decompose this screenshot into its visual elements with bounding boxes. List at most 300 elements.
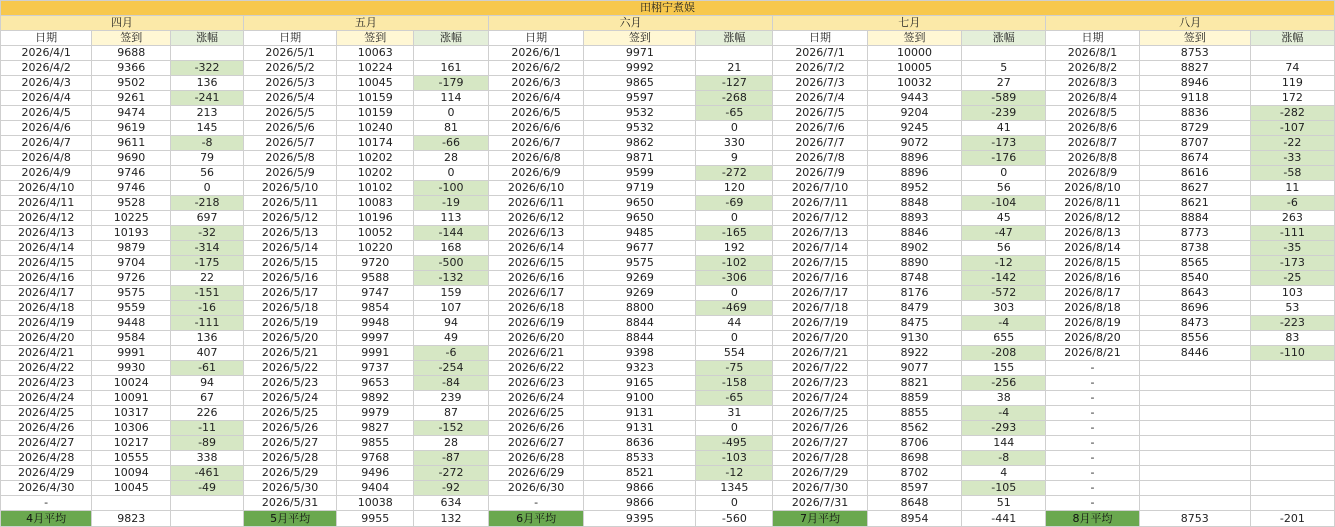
sign-cell[interactable]: 9871: [584, 151, 696, 166]
sign-cell[interactable]: 8696: [1139, 301, 1250, 316]
change-cell[interactable]: 83: [1250, 331, 1334, 346]
date-cell[interactable]: 2026/5/29: [243, 466, 336, 481]
date-cell[interactable]: -: [1046, 451, 1139, 466]
date-cell[interactable]: 2026/5/20: [243, 331, 336, 346]
change-cell[interactable]: -500: [414, 256, 489, 271]
date-cell[interactable]: 2026/5/9: [243, 166, 336, 181]
average-change[interactable]: 132: [414, 511, 489, 527]
change-cell[interactable]: 697: [171, 211, 244, 226]
change-cell[interactable]: 79: [171, 151, 244, 166]
sign-cell[interactable]: 8706: [867, 436, 961, 451]
date-cell[interactable]: 2026/5/30: [243, 481, 336, 496]
date-cell[interactable]: 2026/6/14: [488, 241, 584, 256]
change-cell[interactable]: -104: [962, 196, 1046, 211]
date-cell[interactable]: 2026/4/20: [1, 331, 92, 346]
change-cell[interactable]: 22: [171, 271, 244, 286]
sign-cell[interactable]: 9366: [92, 61, 171, 76]
change-cell[interactable]: -218: [171, 196, 244, 211]
date-cell[interactable]: 2026/8/1: [1046, 46, 1139, 61]
sign-cell[interactable]: 9653: [337, 376, 414, 391]
change-cell[interactable]: -33: [1250, 151, 1334, 166]
change-cell[interactable]: -132: [414, 271, 489, 286]
change-cell[interactable]: -25: [1250, 271, 1334, 286]
sign-cell[interactable]: 9992: [584, 61, 696, 76]
change-cell[interactable]: 94: [414, 316, 489, 331]
sign-cell[interactable]: 10032: [867, 76, 961, 91]
change-cell[interactable]: 56: [962, 241, 1046, 256]
change-cell[interactable]: -75: [696, 361, 773, 376]
date-cell[interactable]: 2026/4/3: [1, 76, 92, 91]
date-cell[interactable]: 2026/4/23: [1, 376, 92, 391]
date-cell[interactable]: 2026/8/8: [1046, 151, 1139, 166]
date-cell[interactable]: 2026/8/21: [1046, 346, 1139, 361]
date-cell[interactable]: 2026/5/10: [243, 181, 336, 196]
date-cell[interactable]: 2026/8/15: [1046, 256, 1139, 271]
sign-cell[interactable]: 8859: [867, 391, 961, 406]
date-cell[interactable]: 2026/6/29: [488, 466, 584, 481]
change-cell[interactable]: -6: [1250, 196, 1334, 211]
date-cell[interactable]: 2026/6/13: [488, 226, 584, 241]
sign-cell[interactable]: 8479: [867, 301, 961, 316]
change-cell[interactable]: [1250, 46, 1334, 61]
change-cell[interactable]: -102: [696, 256, 773, 271]
sign-cell[interactable]: 10225: [92, 211, 171, 226]
sign-cell[interactable]: 9131: [584, 406, 696, 421]
change-cell[interactable]: 0: [696, 121, 773, 136]
change-cell[interactable]: -65: [696, 391, 773, 406]
average-label[interactable]: 4月平均: [1, 511, 92, 527]
change-cell[interactable]: 136: [171, 76, 244, 91]
sign-cell[interactable]: [1139, 481, 1250, 496]
change-cell[interactable]: 0: [696, 421, 773, 436]
change-cell[interactable]: 107: [414, 301, 489, 316]
sign-cell[interactable]: 9474: [92, 106, 171, 121]
sign-cell[interactable]: 9575: [584, 256, 696, 271]
change-cell[interactable]: 81: [414, 121, 489, 136]
change-cell[interactable]: 0: [696, 286, 773, 301]
sign-cell[interactable]: 8446: [1139, 346, 1250, 361]
change-cell[interactable]: -144: [414, 226, 489, 241]
change-cell[interactable]: 44: [696, 316, 773, 331]
date-cell[interactable]: 2026/7/2: [773, 61, 867, 76]
change-cell[interactable]: -151: [171, 286, 244, 301]
change-cell[interactable]: -165: [696, 226, 773, 241]
sign-cell[interactable]: 8896: [867, 151, 961, 166]
date-cell[interactable]: -: [1, 496, 92, 511]
sign-cell[interactable]: 8176: [867, 286, 961, 301]
sign-cell[interactable]: 8844: [584, 331, 696, 346]
sign-cell[interactable]: 8643: [1139, 286, 1250, 301]
sign-cell[interactable]: [1139, 376, 1250, 391]
date-cell[interactable]: 2026/6/10: [488, 181, 584, 196]
date-cell[interactable]: 2026/4/2: [1, 61, 92, 76]
sign-cell[interactable]: [1139, 406, 1250, 421]
sign-cell[interactable]: 9746: [92, 166, 171, 181]
change-cell[interactable]: -89: [171, 436, 244, 451]
sign-cell[interactable]: 9650: [584, 196, 696, 211]
change-cell[interactable]: [1250, 376, 1334, 391]
date-cell[interactable]: 2026/4/15: [1, 256, 92, 271]
sign-cell[interactable]: 8562: [867, 421, 961, 436]
date-cell[interactable]: 2026/4/26: [1, 421, 92, 436]
change-cell[interactable]: 655: [962, 331, 1046, 346]
change-cell[interactable]: 0: [414, 106, 489, 121]
sign-cell[interactable]: 9866: [584, 496, 696, 511]
change-cell[interactable]: -111: [1250, 226, 1334, 241]
sign-cell[interactable]: 8884: [1139, 211, 1250, 226]
change-cell[interactable]: [1250, 436, 1334, 451]
date-cell[interactable]: -: [1046, 481, 1139, 496]
date-cell[interactable]: 2026/7/14: [773, 241, 867, 256]
sign-cell[interactable]: 8698: [867, 451, 961, 466]
sign-cell[interactable]: 8729: [1139, 121, 1250, 136]
change-cell[interactable]: -84: [414, 376, 489, 391]
sign-cell[interactable]: [1139, 451, 1250, 466]
date-cell[interactable]: 2026/5/12: [243, 211, 336, 226]
change-cell[interactable]: 330: [696, 136, 773, 151]
change-cell[interactable]: -22: [1250, 136, 1334, 151]
date-cell[interactable]: 2026/6/17: [488, 286, 584, 301]
date-cell[interactable]: 2026/4/30: [1, 481, 92, 496]
date-cell[interactable]: 2026/8/6: [1046, 121, 1139, 136]
sign-cell[interactable]: 8846: [867, 226, 961, 241]
change-cell[interactable]: -268: [696, 91, 773, 106]
change-cell[interactable]: 0: [696, 496, 773, 511]
change-cell[interactable]: -208: [962, 346, 1046, 361]
change-cell[interactable]: -107: [1250, 121, 1334, 136]
change-cell[interactable]: -11: [171, 421, 244, 436]
change-cell[interactable]: 0: [414, 166, 489, 181]
date-cell[interactable]: 2026/7/24: [773, 391, 867, 406]
sign-cell[interactable]: 8855: [867, 406, 961, 421]
date-cell[interactable]: 2026/5/31: [243, 496, 336, 511]
change-cell[interactable]: 38: [962, 391, 1046, 406]
sign-cell[interactable]: 10045: [337, 76, 414, 91]
sheet-title[interactable]: 田栩宁煮娱: [1, 1, 1335, 16]
date-cell[interactable]: 2026/8/9: [1046, 166, 1139, 181]
change-cell[interactable]: -469: [696, 301, 773, 316]
date-cell[interactable]: 2026/7/15: [773, 256, 867, 271]
sign-cell[interactable]: 8738: [1139, 241, 1250, 256]
sign-cell[interactable]: 8848: [867, 196, 961, 211]
change-header[interactable]: 涨幅: [414, 31, 489, 46]
change-cell[interactable]: -105: [962, 481, 1046, 496]
date-cell[interactable]: 2026/7/27: [773, 436, 867, 451]
change-cell[interactable]: [962, 46, 1046, 61]
change-cell[interactable]: -12: [696, 466, 773, 481]
change-cell[interactable]: 113: [414, 211, 489, 226]
sign-cell[interactable]: 8533: [584, 451, 696, 466]
date-cell[interactable]: 2026/7/29: [773, 466, 867, 481]
sign-cell[interactable]: 10224: [337, 61, 414, 76]
sign-cell[interactable]: 8674: [1139, 151, 1250, 166]
date-cell[interactable]: 2026/4/29: [1, 466, 92, 481]
sign-cell[interactable]: 9559: [92, 301, 171, 316]
date-cell[interactable]: 2026/7/30: [773, 481, 867, 496]
sign-cell[interactable]: 9599: [584, 166, 696, 181]
change-cell[interactable]: -142: [962, 271, 1046, 286]
date-cell[interactable]: 2026/5/6: [243, 121, 336, 136]
sign-cell[interactable]: 8616: [1139, 166, 1250, 181]
date-cell[interactable]: 2026/6/16: [488, 271, 584, 286]
change-cell[interactable]: -322: [171, 61, 244, 76]
sign-cell[interactable]: 10159: [337, 106, 414, 121]
date-cell[interactable]: 2026/6/2: [488, 61, 584, 76]
change-cell[interactable]: 0: [696, 331, 773, 346]
change-cell[interactable]: -272: [414, 466, 489, 481]
change-cell[interactable]: -92: [414, 481, 489, 496]
date-cell[interactable]: 2026/8/5: [1046, 106, 1139, 121]
change-cell[interactable]: 119: [1250, 76, 1334, 91]
date-cell[interactable]: 2026/6/18: [488, 301, 584, 316]
change-cell[interactable]: 226: [171, 406, 244, 421]
date-cell[interactable]: 2026/8/11: [1046, 196, 1139, 211]
sign-cell[interactable]: 9532: [584, 106, 696, 121]
sign-cell[interactable]: 9690: [92, 151, 171, 166]
sign-cell[interactable]: 8556: [1139, 331, 1250, 346]
change-cell[interactable]: 120: [696, 181, 773, 196]
sign-cell[interactable]: 9879: [92, 241, 171, 256]
date-cell[interactable]: 2026/6/15: [488, 256, 584, 271]
change-cell[interactable]: 303: [962, 301, 1046, 316]
date-cell[interactable]: 2026/6/26: [488, 421, 584, 436]
sign-cell[interactable]: 9269: [584, 271, 696, 286]
sign-cell[interactable]: 10052: [337, 226, 414, 241]
date-cell[interactable]: 2026/6/21: [488, 346, 584, 361]
date-cell[interactable]: 2026/4/25: [1, 406, 92, 421]
date-cell[interactable]: 2026/5/26: [243, 421, 336, 436]
date-cell[interactable]: 2026/5/13: [243, 226, 336, 241]
date-cell[interactable]: 2026/7/28: [773, 451, 867, 466]
date-cell[interactable]: 2026/7/7: [773, 136, 867, 151]
sign-cell[interactable]: 9443: [867, 91, 961, 106]
date-cell[interactable]: 2026/4/19: [1, 316, 92, 331]
average-change[interactable]: [171, 511, 244, 527]
date-cell[interactable]: 2026/7/1: [773, 46, 867, 61]
sign-cell[interactable]: 9979: [337, 406, 414, 421]
change-cell[interactable]: [1250, 421, 1334, 436]
sign-cell[interactable]: 10174: [337, 136, 414, 151]
sign-cell[interactable]: 8836: [1139, 106, 1250, 121]
change-cell[interactable]: 21: [696, 61, 773, 76]
sign-cell[interactable]: 9747: [337, 286, 414, 301]
sign-cell[interactable]: 9997: [337, 331, 414, 346]
sign-cell[interactable]: 9746: [92, 181, 171, 196]
sign-cell[interactable]: [92, 496, 171, 511]
average-label[interactable]: 7月平均: [773, 511, 867, 527]
date-cell[interactable]: 2026/5/19: [243, 316, 336, 331]
average-sign[interactable]: 8753: [1139, 511, 1250, 527]
date-cell[interactable]: 2026/4/27: [1, 436, 92, 451]
sign-cell[interactable]: 9584: [92, 331, 171, 346]
date-cell[interactable]: 2026/7/12: [773, 211, 867, 226]
date-cell[interactable]: 2026/5/11: [243, 196, 336, 211]
date-cell[interactable]: 2026/4/22: [1, 361, 92, 376]
date-cell[interactable]: 2026/7/10: [773, 181, 867, 196]
date-cell[interactable]: -: [1046, 466, 1139, 481]
sign-cell[interactable]: 10159: [337, 91, 414, 106]
sign-cell[interactable]: 10094: [92, 466, 171, 481]
sign-cell[interactable]: 10045: [92, 481, 171, 496]
change-cell[interactable]: -589: [962, 91, 1046, 106]
sign-header[interactable]: 签到: [92, 31, 171, 46]
change-cell[interactable]: 239: [414, 391, 489, 406]
date-cell[interactable]: 2026/8/3: [1046, 76, 1139, 91]
sign-cell[interactable]: 8753: [1139, 46, 1250, 61]
date-cell[interactable]: 2026/5/27: [243, 436, 336, 451]
date-cell[interactable]: 2026/8/16: [1046, 271, 1139, 286]
date-cell[interactable]: 2026/5/24: [243, 391, 336, 406]
sign-cell[interactable]: 10306: [92, 421, 171, 436]
date-cell[interactable]: 2026/4/9: [1, 166, 92, 181]
date-cell[interactable]: 2026/4/5: [1, 106, 92, 121]
sign-cell[interactable]: 9737: [337, 361, 414, 376]
change-cell[interactable]: 168: [414, 241, 489, 256]
date-header[interactable]: 日期: [1, 31, 92, 46]
date-cell[interactable]: 2026/4/7: [1, 136, 92, 151]
date-cell[interactable]: 2026/5/16: [243, 271, 336, 286]
date-cell[interactable]: 2026/6/5: [488, 106, 584, 121]
date-cell[interactable]: 2026/8/7: [1046, 136, 1139, 151]
change-cell[interactable]: 145: [171, 121, 244, 136]
date-cell[interactable]: 2026/7/25: [773, 406, 867, 421]
sign-cell[interactable]: 8896: [867, 166, 961, 181]
change-cell[interactable]: -4: [962, 316, 1046, 331]
date-header[interactable]: 日期: [773, 31, 867, 46]
date-cell[interactable]: 2026/6/22: [488, 361, 584, 376]
sign-header[interactable]: 签到: [1139, 31, 1250, 46]
change-cell[interactable]: -19: [414, 196, 489, 211]
date-cell[interactable]: 2026/7/20: [773, 331, 867, 346]
sign-cell[interactable]: 8946: [1139, 76, 1250, 91]
date-cell[interactable]: 2026/7/31: [773, 496, 867, 511]
month-header[interactable]: 五月: [243, 16, 488, 31]
date-cell[interactable]: -: [1046, 436, 1139, 451]
sign-header[interactable]: 签到: [337, 31, 414, 46]
change-cell[interactable]: -158: [696, 376, 773, 391]
sign-cell[interactable]: 8540: [1139, 271, 1250, 286]
date-cell[interactable]: 2026/7/5: [773, 106, 867, 121]
date-cell[interactable]: 2026/6/12: [488, 211, 584, 226]
change-cell[interactable]: -66: [414, 136, 489, 151]
change-cell[interactable]: 11: [1250, 181, 1334, 196]
sign-cell[interactable]: 9854: [337, 301, 414, 316]
sign-cell[interactable]: 10038: [337, 496, 414, 511]
change-cell[interactable]: -306: [696, 271, 773, 286]
sign-cell[interactable]: 9532: [584, 121, 696, 136]
change-header[interactable]: 涨幅: [696, 31, 773, 46]
sign-cell[interactable]: 9575: [92, 286, 171, 301]
date-cell[interactable]: -: [1046, 391, 1139, 406]
sign-cell[interactable]: 8827: [1139, 61, 1250, 76]
sign-cell[interactable]: 9245: [867, 121, 961, 136]
change-cell[interactable]: -173: [962, 136, 1046, 151]
change-cell[interactable]: -495: [696, 436, 773, 451]
change-cell[interactable]: 94: [171, 376, 244, 391]
change-cell[interactable]: 28: [414, 151, 489, 166]
change-cell[interactable]: 136: [171, 331, 244, 346]
sign-cell[interactable]: 10005: [867, 61, 961, 76]
change-cell[interactable]: -314: [171, 241, 244, 256]
date-cell[interactable]: -: [1046, 496, 1139, 511]
sign-cell[interactable]: 9496: [337, 466, 414, 481]
change-cell[interactable]: -100: [414, 181, 489, 196]
change-cell[interactable]: 155: [962, 361, 1046, 376]
sign-cell[interactable]: 10220: [337, 241, 414, 256]
average-label[interactable]: 8月平均: [1046, 511, 1139, 527]
change-cell[interactable]: 634: [414, 496, 489, 511]
date-cell[interactable]: 2026/8/12: [1046, 211, 1139, 226]
date-cell[interactable]: 2026/7/18: [773, 301, 867, 316]
change-cell[interactable]: [1250, 496, 1334, 511]
sign-cell[interactable]: 10024: [92, 376, 171, 391]
date-cell[interactable]: 2026/7/9: [773, 166, 867, 181]
change-cell[interactable]: -254: [414, 361, 489, 376]
date-cell[interactable]: 2026/6/24: [488, 391, 584, 406]
sign-cell[interactable]: 9100: [584, 391, 696, 406]
change-cell[interactable]: 51: [962, 496, 1046, 511]
sign-cell[interactable]: 9726: [92, 271, 171, 286]
date-cell[interactable]: 2026/5/14: [243, 241, 336, 256]
change-cell[interactable]: [171, 46, 244, 61]
date-cell[interactable]: 2026/5/28: [243, 451, 336, 466]
sign-cell[interactable]: [1139, 361, 1250, 376]
change-cell[interactable]: -8: [171, 136, 244, 151]
change-cell[interactable]: 213: [171, 106, 244, 121]
sign-cell[interactable]: 8748: [867, 271, 961, 286]
sign-cell[interactable]: 8773: [1139, 226, 1250, 241]
date-cell[interactable]: 2026/6/28: [488, 451, 584, 466]
date-cell[interactable]: 2026/5/18: [243, 301, 336, 316]
sign-cell[interactable]: 10240: [337, 121, 414, 136]
sign-cell[interactable]: 10196: [337, 211, 414, 226]
sign-cell[interactable]: 8473: [1139, 316, 1250, 331]
change-cell[interactable]: 161: [414, 61, 489, 76]
date-cell[interactable]: 2026/4/13: [1, 226, 92, 241]
sign-cell[interactable]: 9448: [92, 316, 171, 331]
date-cell[interactable]: 2026/4/8: [1, 151, 92, 166]
change-cell[interactable]: -65: [696, 106, 773, 121]
sign-cell[interactable]: [1139, 421, 1250, 436]
change-cell[interactable]: [1250, 481, 1334, 496]
date-cell[interactable]: 2026/7/4: [773, 91, 867, 106]
change-cell[interactable]: [414, 46, 489, 61]
sign-cell[interactable]: 8902: [867, 241, 961, 256]
date-cell[interactable]: 2026/8/17: [1046, 286, 1139, 301]
date-cell[interactable]: 2026/5/15: [243, 256, 336, 271]
date-cell[interactable]: 2026/8/4: [1046, 91, 1139, 106]
sign-cell[interactable]: 9688: [92, 46, 171, 61]
sign-cell[interactable]: 10193: [92, 226, 171, 241]
date-cell[interactable]: 2026/4/6: [1, 121, 92, 136]
change-cell[interactable]: [1250, 361, 1334, 376]
change-cell[interactable]: 56: [962, 181, 1046, 196]
change-cell[interactable]: 144: [962, 436, 1046, 451]
change-cell[interactable]: -461: [171, 466, 244, 481]
change-cell[interactable]: [1250, 466, 1334, 481]
date-cell[interactable]: 2026/7/13: [773, 226, 867, 241]
date-cell[interactable]: -: [1046, 376, 1139, 391]
change-cell[interactable]: 67: [171, 391, 244, 406]
date-cell[interactable]: 2026/6/3: [488, 76, 584, 91]
change-cell[interactable]: [171, 496, 244, 511]
date-cell[interactable]: 2026/4/17: [1, 286, 92, 301]
sign-cell[interactable]: 8636: [584, 436, 696, 451]
change-cell[interactable]: -223: [1250, 316, 1334, 331]
date-cell[interactable]: 2026/8/19: [1046, 316, 1139, 331]
sign-cell[interactable]: 9948: [337, 316, 414, 331]
sign-cell[interactable]: 8952: [867, 181, 961, 196]
